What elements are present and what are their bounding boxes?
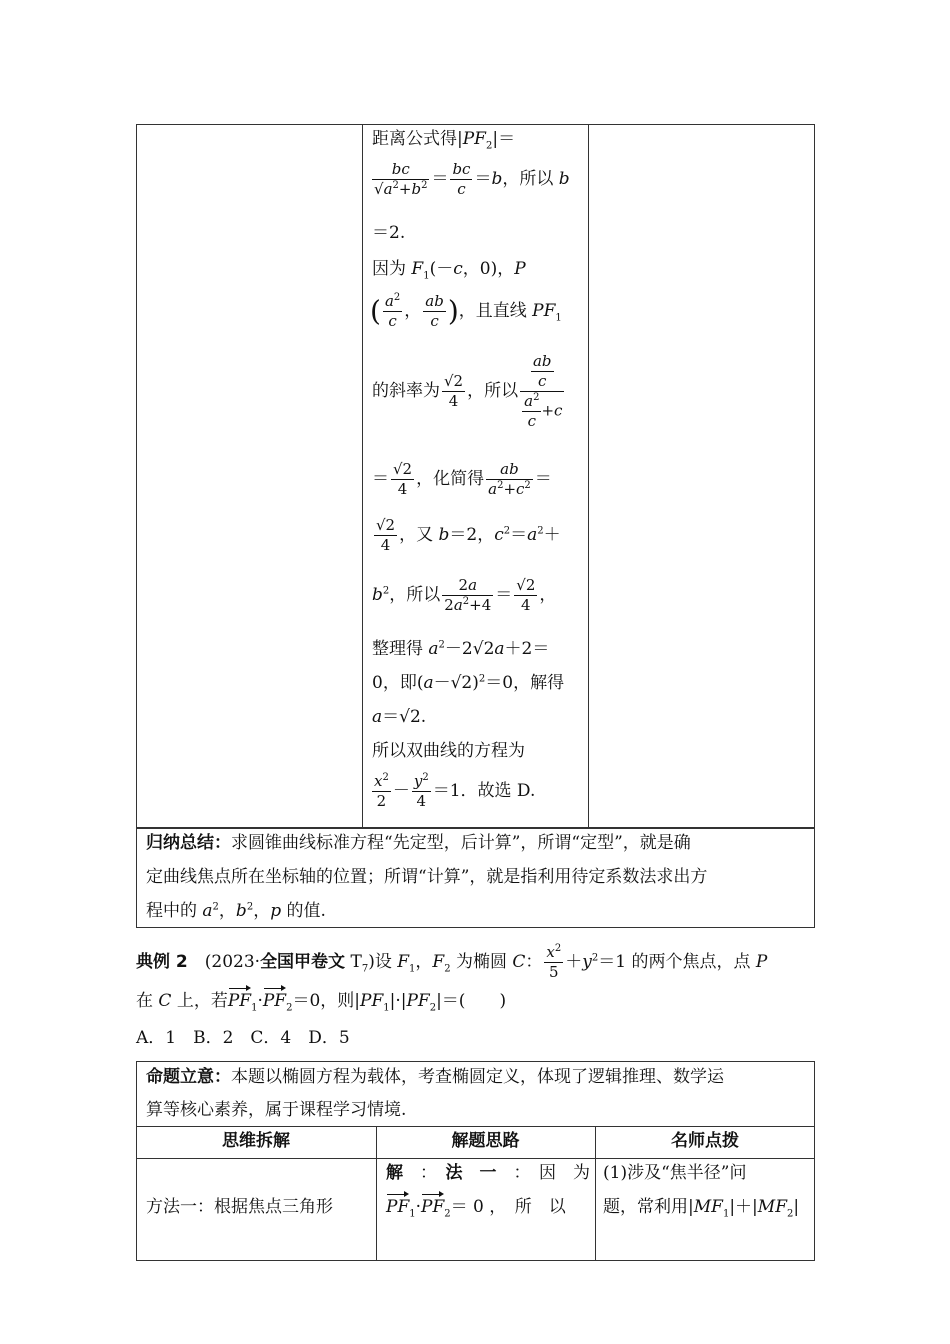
- summary-label: 归纳总结：: [146, 833, 231, 853]
- t1-line-1: 距离公式得$|PF_2|=$: [372, 129, 516, 152]
- col2-line-2: $PF_1\cdot PF_2= 0$ ， 所 以: [386, 1197, 566, 1220]
- col3-line-2: 题，常利用$|MF_1|+|MF_2|$: [603, 1197, 800, 1220]
- intent-label: 命题立意：: [146, 1067, 231, 1087]
- header-solution: 解题思路: [451, 1131, 520, 1151]
- table2-row-divider-2: [136, 1158, 815, 1159]
- col1-method1: 方法一：根据焦点三角形: [146, 1197, 333, 1217]
- example2-label: 典例 2: [136, 952, 188, 972]
- t1-line-2: $\frac{bc}{√a^2+b^2}$ ＝ $\frac{bc}{c}$ ＝b，所以 b: [374, 160, 570, 198]
- table2-row-divider-1: [136, 1126, 815, 1127]
- t1-line-4: 因为 $F_1(-c$，0)，P: [372, 259, 526, 282]
- t1-line-3: ＝2.: [372, 223, 406, 243]
- col2-line-1: 解 ： 法 一 ： 因 为: [386, 1163, 590, 1183]
- summary-line-2: 定曲线焦点所在坐标轴的位置；所谓“计算”，就是指利用待定系数法求出方: [146, 867, 708, 887]
- header-thinking: 思维拆解: [222, 1131, 290, 1151]
- t1-line-5: ( $\frac{a^2}{c}$ ， $\frac{ab}{c}$ )，且直线 $PF_1$: [370, 292, 562, 330]
- t1-line-12: a＝√2.: [372, 707, 427, 727]
- summary-line-1: 归纳总结：求圆锥曲线标准方程“先定型，后计算”，所谓“定型”，就是确: [146, 833, 691, 853]
- intent-line-1: 命题立意：本题以椭圆方程为载体，考查椭圆定义，体现了逻辑推理、数学运: [146, 1067, 724, 1087]
- analysis-table: [136, 1061, 815, 1261]
- t1-line-7: ＝ $\frac{√2}{4}$ ，化简得 $\frac{ab}{a^2+c^2}$ ＝: [372, 460, 552, 498]
- col3-line-1: (1)涉及“焦半径”问: [603, 1163, 747, 1183]
- example2-line-1: 典例 2 (2023·全国甲卷文 $T_7$)设 $F_1$，$F_2$ 为椭圆 C： $\frac{x^2}{5}$ $+y^2=1$ 的两个焦点，点 P: [136, 943, 768, 981]
- t1-line-6: 的斜率为 $\frac{√2}{4}$ ，所以 $\frac{ab}{c}$ $\frac{a^2}{c}$ +c: [372, 352, 563, 430]
- summary-line-3: 程中的 $a^2$，$b^2$，p 的值.: [146, 901, 326, 921]
- t1-line-13: 所以双曲线的方程为: [372, 741, 525, 761]
- t1-line-9: $b^2$，所以 $\frac{2a}{2a^2+4}$ ＝ $\frac{√2}{4}$ ，: [372, 576, 557, 614]
- t1-line-14: $\frac{x^2}{2}$ － $\frac{y^2}{4}$ ＝1．故选 D.: [374, 772, 536, 810]
- example2-options: A．1 B．2 C．4 D．5: [136, 1028, 350, 1048]
- table1-col-divider-2: [588, 124, 589, 827]
- t1-line-11: 0，即$(a-√2)^2=0$，解得: [372, 673, 565, 693]
- t1-line-10: 整理得 $a^2-2√2a+2=$: [372, 639, 550, 659]
- example2-line-2: 在 C 上，若$PF_1\cdot PF_2=0$，则$|PF_1|\cdot|PF_2|=$( ): [136, 991, 507, 1014]
- table1-col-divider-1: [362, 124, 363, 827]
- header-tips: 名师点拨: [671, 1131, 739, 1151]
- t1-line-8: $\frac{√2}{4}$ ，又 b＝2，$c^2=a^2+$: [376, 516, 561, 554]
- intent-line-2: 算等核心素养，属于课程学习情境.: [146, 1100, 407, 1120]
